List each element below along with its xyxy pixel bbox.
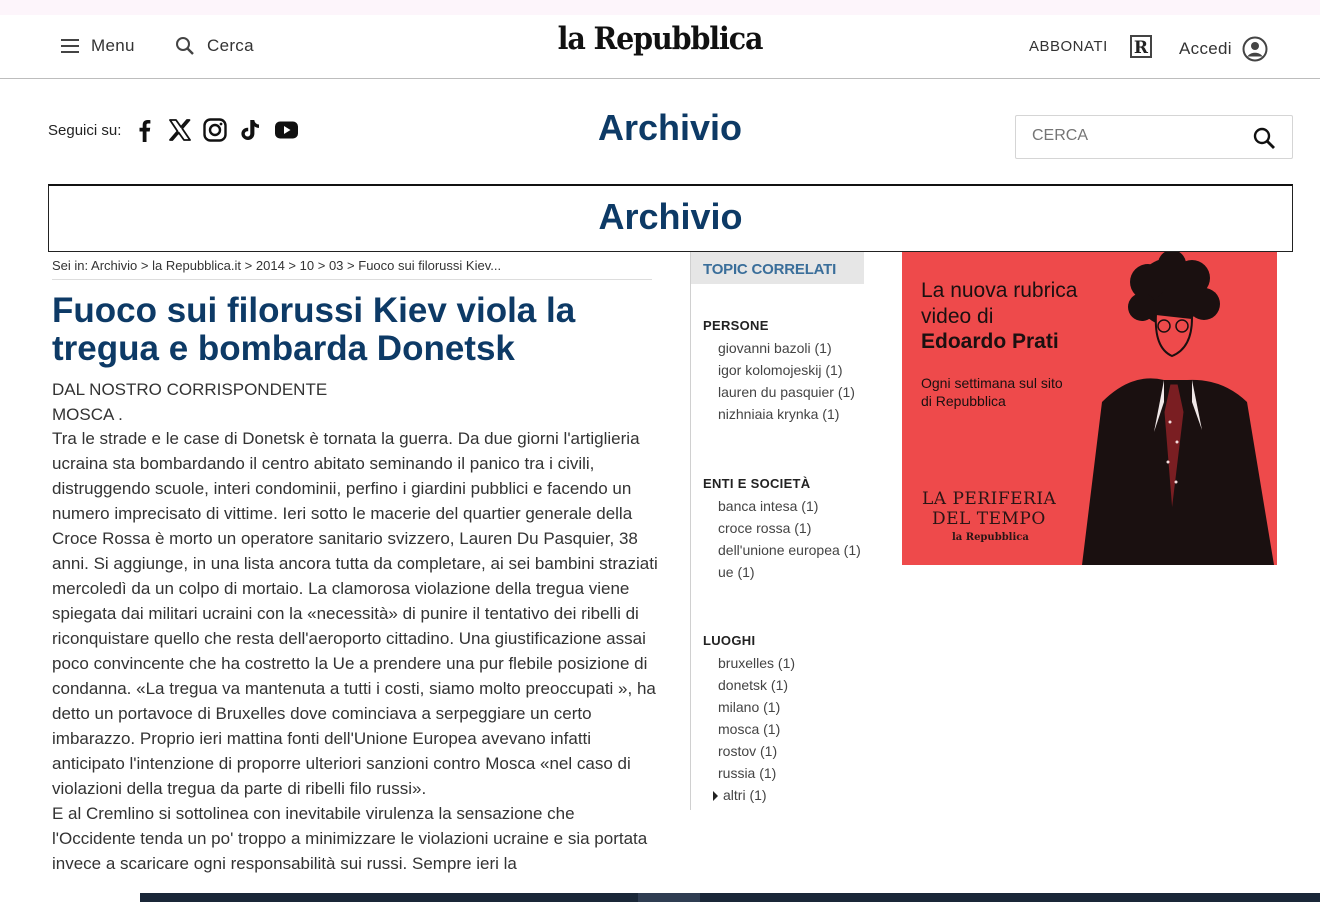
topic-group-heading: LUOGHI: [703, 633, 756, 648]
article-title: Fuoco sui filorussi Kiev viola la tregua e bombarda Donetsk: [52, 291, 576, 368]
menu-label: Menu: [91, 36, 135, 55]
byline-location: MOSCA .: [52, 405, 123, 424]
topic-link[interactable]: nizhniaia krynka (1): [718, 406, 840, 422]
topic-link[interactable]: igor kolomojeskij (1): [718, 362, 843, 378]
breadcrumb-separator: >: [288, 258, 297, 273]
topic-link[interactable]: russia (1): [718, 765, 777, 781]
topic-link[interactable]: giovanni bazoli (1): [718, 340, 832, 356]
topic-link[interactable]: banca intesa (1): [718, 498, 819, 514]
ad-line: La nuova rubrica: [921, 279, 1078, 302]
user-icon: [1242, 36, 1268, 62]
article-body: [52, 426, 662, 876]
archive-banner: [48, 184, 1293, 252]
topic-link[interactable]: donetsk (1): [718, 677, 789, 693]
subscribe-link[interactable]: ABBONATI: [1029, 38, 1108, 55]
breadcrumb-separator: >: [244, 258, 253, 273]
breadcrumb-item[interactable]: 03: [328, 258, 344, 273]
topic-link[interactable]: croce rossa (1): [718, 520, 812, 536]
topic-link[interactable]: rostov (1): [718, 743, 778, 759]
topic-group-heading: ENTI E SOCIETÀ: [703, 476, 811, 491]
search-icon[interactable]: [1252, 126, 1276, 150]
search-label: Cerca: [207, 36, 254, 55]
topic-link[interactable]: lauren du pasquier (1): [718, 384, 855, 400]
breadcrumb-item[interactable]: la Repubblica.it: [152, 258, 242, 273]
ad-host-name: Edoardo Prati: [921, 330, 1059, 353]
topic-more-toggle[interactable]: [723, 786, 863, 804]
topic-link[interactable]: milano (1): [718, 699, 781, 715]
ad-brand: la Repubblica: [952, 532, 1029, 543]
topic-link[interactable]: bruxelles (1): [718, 655, 796, 671]
section-title: Archivio: [597, 107, 743, 148]
expand-triangle-icon: [713, 791, 718, 801]
breadcrumb: [52, 258, 652, 280]
byline-correspondent: DAL NOSTRO CORRISPONDENTE: [52, 380, 328, 399]
topic-group-people: [703, 318, 863, 427]
breadcrumb-item[interactable]: 10: [299, 258, 315, 273]
article-paragraph: E al Cremlino si sottolinea con inevitabile virulenza la sensazione che l'Occidente tenda un po' troppo a minimizzare le violazioni ucraine e sia portata invece a scaricare ogni responsabilità sui russi. Sempre ieri la: [52, 804, 648, 873]
topic-more-label: altri (1): [723, 787, 767, 803]
topic-link[interactable]: mosca (1): [718, 721, 781, 737]
taskbar-left: [0, 893, 140, 902]
masthead: [0, 15, 1320, 79]
article-paragraph: Tra le strade e le case di Donetsk è tornata la guerra. Da due giorni l'artiglieria ucraina sta bombardando il centro abitato seminando il panico tra i civili, distruggendo scuole, interi condominii, perfino i giardini pubblici e facendo un numero imprecisato di vittime. Ieri sotto le macerie del quartier generale della Croce Rossa è morto un operatore sanitario svizzero, Lauren Du Pasquier, 38 anni. Si aggiunge, in una lista ancora tutta da completare, ai sei bambini straziati mercoledì da un colpo di mortaio. La clamorosa violazione della tregua viene spiegata dai militari ucraini con la «necessità» di punire il tentativo dei ribelli di riconquistare quello che resta dell'aeroporto cittadino. Una giustificazione assai poco convincente che ha costretto la Ue a prendere una pur flebile posizione di condanna. «La tregua va mantenuta a tutti i costi, siamo molto preoccupati », ha detto un portavoce di Bruxelles dove cominciava a serpeggiare un certo imbarazzo. Proprio ieri mattina fonti dell'Unione Europea avevano infatti anticipato l'intenzione di proporre ulteriori sanzioni contro Mosca «nel caso di violazioni della tregua da parte di ribelli filo russi».: [52, 429, 658, 798]
ad-line: DEL TEMPO: [932, 509, 1046, 529]
ad-banner[interactable]: [902, 252, 1277, 565]
taskbar: [0, 893, 1320, 902]
article-byline: [52, 377, 662, 427]
breadcrumb-item[interactable]: Archivio: [91, 258, 138, 273]
topic-group-heading: PERSONE: [703, 318, 769, 333]
related-topics: [690, 252, 865, 810]
archive-search: [1015, 115, 1293, 159]
social-label: Seguici su:: [48, 121, 122, 139]
topic-group-places: [703, 633, 863, 808]
breadcrumb-current: Fuoco sui filorussi Kiev...: [358, 258, 502, 273]
topic-link[interactable]: dell'unione europea (1): [718, 542, 861, 558]
login-label: Accedi: [1179, 39, 1232, 58]
login-button[interactable]: [1179, 36, 1268, 62]
ad-line: di Repubblica: [921, 393, 1006, 409]
ad-line: LA PERIFERIA: [922, 489, 1057, 509]
banner-title: Archivio: [598, 196, 743, 237]
ad-show-title: [922, 489, 1056, 529]
breadcrumb-separator: >: [140, 258, 149, 273]
taskbar-active-item[interactable]: [638, 893, 700, 902]
ad-line: video di: [921, 305, 994, 328]
topic-link[interactable]: ue (1): [718, 564, 755, 580]
topics-tab-label: TOPIC CORRELATI: [703, 261, 837, 278]
site-logo[interactable]: la Repubblica: [557, 21, 763, 57]
r-plus-badge[interactable]: R: [1130, 35, 1152, 58]
breadcrumb-separator: >: [347, 258, 355, 273]
topic-group-organizations: [703, 476, 863, 585]
breadcrumb-separator: >: [317, 258, 326, 273]
ad-subline: [921, 374, 1063, 410]
ad-line: Ogni settimana sul sito: [921, 375, 1063, 391]
browser-top-strip: [0, 0, 1320, 15]
breadcrumb-prefix: Sei in:: [52, 258, 89, 273]
ad-headline: [921, 278, 1077, 330]
breadcrumb-item[interactable]: 2014: [255, 258, 285, 273]
archive-search-input[interactable]: [1030, 126, 1234, 146]
topics-tab[interactable]: [691, 252, 864, 284]
